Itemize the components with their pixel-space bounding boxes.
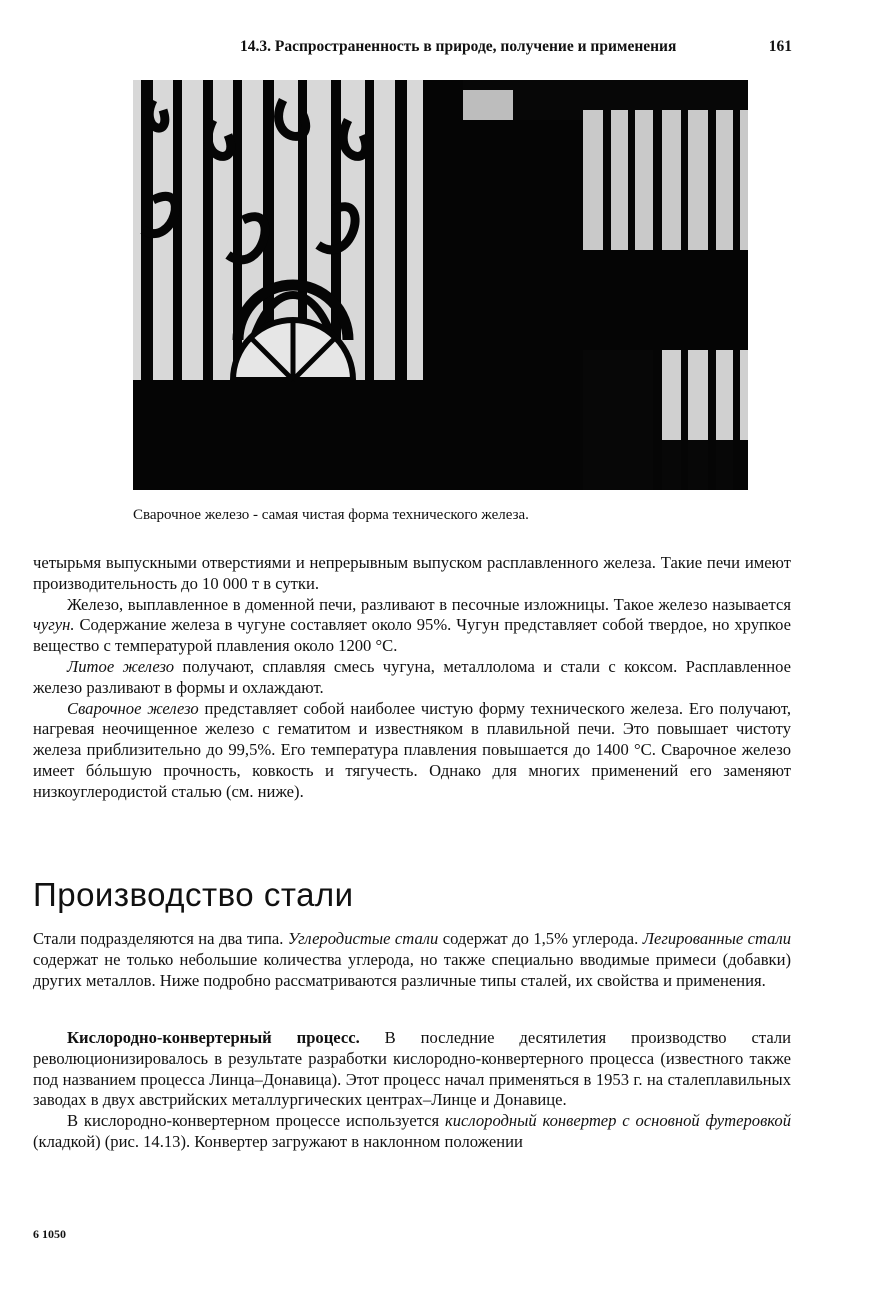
- paragraph: В кислородно-конвертерном процессе используется кислородный конвертер с основной футеровкой (кладкой) (рис. 14.13). Конвертер загружают в наклонном положении: [33, 1111, 791, 1151]
- paragraph: Литое железо получают, сплавляя смесь чугуна, металлолома и стали с коксом. Расплавленное железо разливают в формы и охлаждают.: [33, 656, 791, 697]
- term-cast-iron: чугун.: [33, 615, 75, 635]
- paragraph: четырьмя выпускными отверстиями и непрерывным выпуском расплавленного железа. Такие печи имеют производительность до 10 000 т в сутки.: [33, 553, 791, 593]
- term-carbon-steel: Углеродистые стали: [287, 929, 439, 948]
- body-text-top: [33, 553, 791, 803]
- paragraph: Стали подразделяются на два типа. Углеродистые стали содержат до 1,5% углерода. Легированные стали содержат не только небольшие количества углерода, но также специально вводимые примеси (добавки) других металлов. Ниже подробно рассматриваются различные типы сталей, их свойства и применения.: [33, 929, 792, 990]
- figure-caption: Сварочное железо - самая чистая форма технического железа.: [133, 507, 529, 523]
- term-cast-iron-castings: Литое железо: [67, 656, 175, 676]
- term-wrought-iron: Сварочное железо: [67, 698, 199, 718]
- wrought-iron-photo: [133, 80, 748, 490]
- running-header: [240, 38, 792, 56]
- section-title: 14.3. Распространенность в природе, получение и применения: [240, 38, 677, 55]
- run-in-heading: Кислородно-конвертерный процесс.: [67, 1028, 360, 1047]
- term-alloy-steel: Легированные стали: [642, 929, 792, 948]
- photo-illustration: [133, 80, 748, 490]
- body-text-section: [33, 929, 791, 991]
- printer-signature: 6 1050: [33, 1227, 66, 1241]
- page-number: 161: [768, 38, 792, 55]
- paragraph: Железо, выплавленное в доменной печи, разливают в песочные изложницы. Такое железо называется чугун. Содержание железа в чугуне составляет около 95%. Чугун представляет собой твердое, но хрупкое вещество с температурой плавления около 1200 °С.: [33, 594, 791, 656]
- section-heading: Производство стали: [33, 876, 354, 913]
- paragraph: Сварочное железо представляет собой наиболее чистую форму технического железа. Его получают, нагревая неочищенное железо с гематитом и известняком в плавильной печи. Это повышает чистоту железа приблизительно до 99,5%. Его температура плавления повышается до 1400 °С. Сварочное железо имеет бóльшую прочность, ковкость и тягучесть. Однако для многих применений его заменяют низкоуглеродистой сталью (см. ниже).: [33, 698, 791, 801]
- body-text-process: [33, 1028, 791, 1153]
- paragraph: Кислородно-конвертерный процесс. В последние десятилетия производство стали революционизировалось в результате разработки кислородно-конвертерного процесса (известного также под названием процесса Линца–Донавица). Этот процесс начал применяться в 1953 г. на сталеплавильных заводах в двух австрийских металлургических центрах–Линце и Донавице.: [33, 1028, 791, 1110]
- term-oxygen-converter: кислородный конвертер с основной футеровкой: [444, 1111, 791, 1131]
